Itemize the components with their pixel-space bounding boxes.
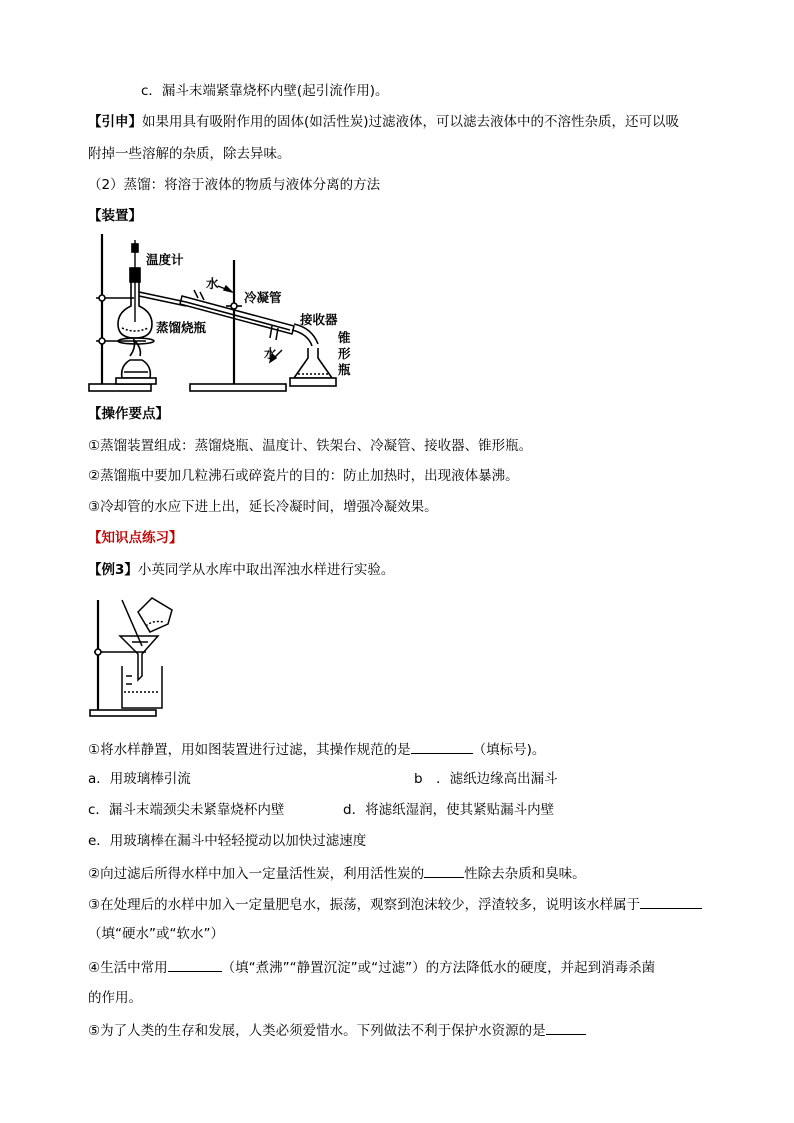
label-thermometer: 温度计 xyxy=(146,252,184,267)
question-5 xyxy=(88,1020,586,1040)
label-condenser: 冷凝管 xyxy=(244,290,282,305)
option-e: e．用玻璃棒在漏斗中轻轻搅动以加快过滤速度 xyxy=(88,833,367,849)
question-4 xyxy=(88,957,655,977)
example-3-text: 小英同学从水库中取出浑浊水样进行实验。 xyxy=(137,562,395,578)
label-water-in: 水 xyxy=(206,276,219,291)
question-3-blank[interactable] xyxy=(640,894,702,909)
extension-text-1: 如果用具有吸附作用的固体(如活性炭)过滤液体，可以滤去液体中的不溶性杂质，还可以吸 xyxy=(142,114,680,130)
question-4-text: ④生活中常用 xyxy=(88,960,168,976)
pouring-beaker xyxy=(138,598,172,632)
label-conical-2: 形 xyxy=(338,346,351,361)
label-conical-1: 锥 xyxy=(338,330,351,345)
filtration-apparatus-diagram xyxy=(86,592,186,720)
funnel xyxy=(120,636,158,680)
label-conical-3: 瓶 xyxy=(338,362,351,377)
option-d: d．将滤纸湿润，使其紧贴漏斗内壁 xyxy=(343,802,555,818)
filter-point-c: c．漏斗末端紧靠烧杯内壁(起引流作用)。 xyxy=(141,83,389,99)
question-4-line-2: 的作用。 xyxy=(88,990,142,1006)
question-2-suffix: 性除去杂质和臭味。 xyxy=(464,866,586,882)
question-1-text: ①将水样静置，用如图装置进行过滤，其操作规范的是 xyxy=(88,742,411,758)
conical-flask xyxy=(290,348,336,386)
distillation-apparatus-diagram xyxy=(86,228,376,396)
op-point-2: ②蒸馏瓶中要加几粒沸石或碎瓷片的目的：防止加热时，出现液体暴沸。 xyxy=(88,468,519,484)
practice-tag: 【知识点练习】 xyxy=(88,530,183,546)
question-4-blank[interactable] xyxy=(168,957,222,972)
question-1-suffix: （填标号)。 xyxy=(472,742,546,758)
question-3-hint: （填“硬水”或“软水”） xyxy=(88,926,224,942)
question-1 xyxy=(88,739,545,759)
question-3-text: ③在处理后的水样中加入一定量肥皂水，振荡，观察到泡沫较少，浮渣较多，说明该水样属于 xyxy=(88,897,641,913)
option-a: a．用玻璃棒引流 xyxy=(88,771,191,787)
question-5-blank[interactable] xyxy=(546,1020,586,1035)
label-distillation-flask: 蒸馏烧瓶 xyxy=(156,320,207,335)
burner xyxy=(116,340,156,384)
question-4-suffix: （填“煮沸”“静置沉淀”或“过滤”）的方法降低水的硬度，并起到消毒杀菌 xyxy=(221,960,656,976)
extension-paragraph xyxy=(88,113,679,131)
option-b: b ．滤纸边缘高出漏斗 xyxy=(414,771,558,787)
question-3 xyxy=(88,894,702,914)
label-receiver: 接收器 xyxy=(300,312,338,327)
glass-rod xyxy=(122,600,142,646)
question-2-blank[interactable] xyxy=(424,863,464,878)
extension-tag: 【引申】 xyxy=(88,114,142,130)
distillation-title: （2）蒸馏：将溶于液体的物质与液体分离的方法 xyxy=(88,177,381,193)
option-c: c．漏斗末端颈尖未紧靠烧杯内壁 xyxy=(88,802,285,818)
question-2 xyxy=(88,863,586,883)
operation-points-tag: 【操作要点】 xyxy=(88,406,169,422)
device-tag: 【装置】 xyxy=(88,208,142,224)
question-1-blank[interactable] xyxy=(411,739,473,754)
question-2-text: ②向过滤后所得水样中加入一定量活性炭，利用活性炭的 xyxy=(88,866,425,882)
op-point-1: ①蒸馏装置组成：蒸馏烧瓶、温度计、铁架台、冷凝管、接收器、锥形瓶。 xyxy=(88,438,533,454)
question-5-text: ⑤为了人类的生存和发展，人类必须爱惜水。下列做法不利于保护水资源的是 xyxy=(88,1023,546,1039)
example-3-tag: 【例3】 xyxy=(88,562,138,578)
filter-stand xyxy=(90,600,156,716)
op-point-3: ③冷却管的水应下进上出，延长冷凝时间，增强冷凝效果。 xyxy=(88,499,438,515)
extension-text-2: 附掉一些溶解的杂质，除去异味。 xyxy=(88,146,291,162)
label-water-out: 水 xyxy=(264,346,277,361)
example-3 xyxy=(88,561,394,579)
